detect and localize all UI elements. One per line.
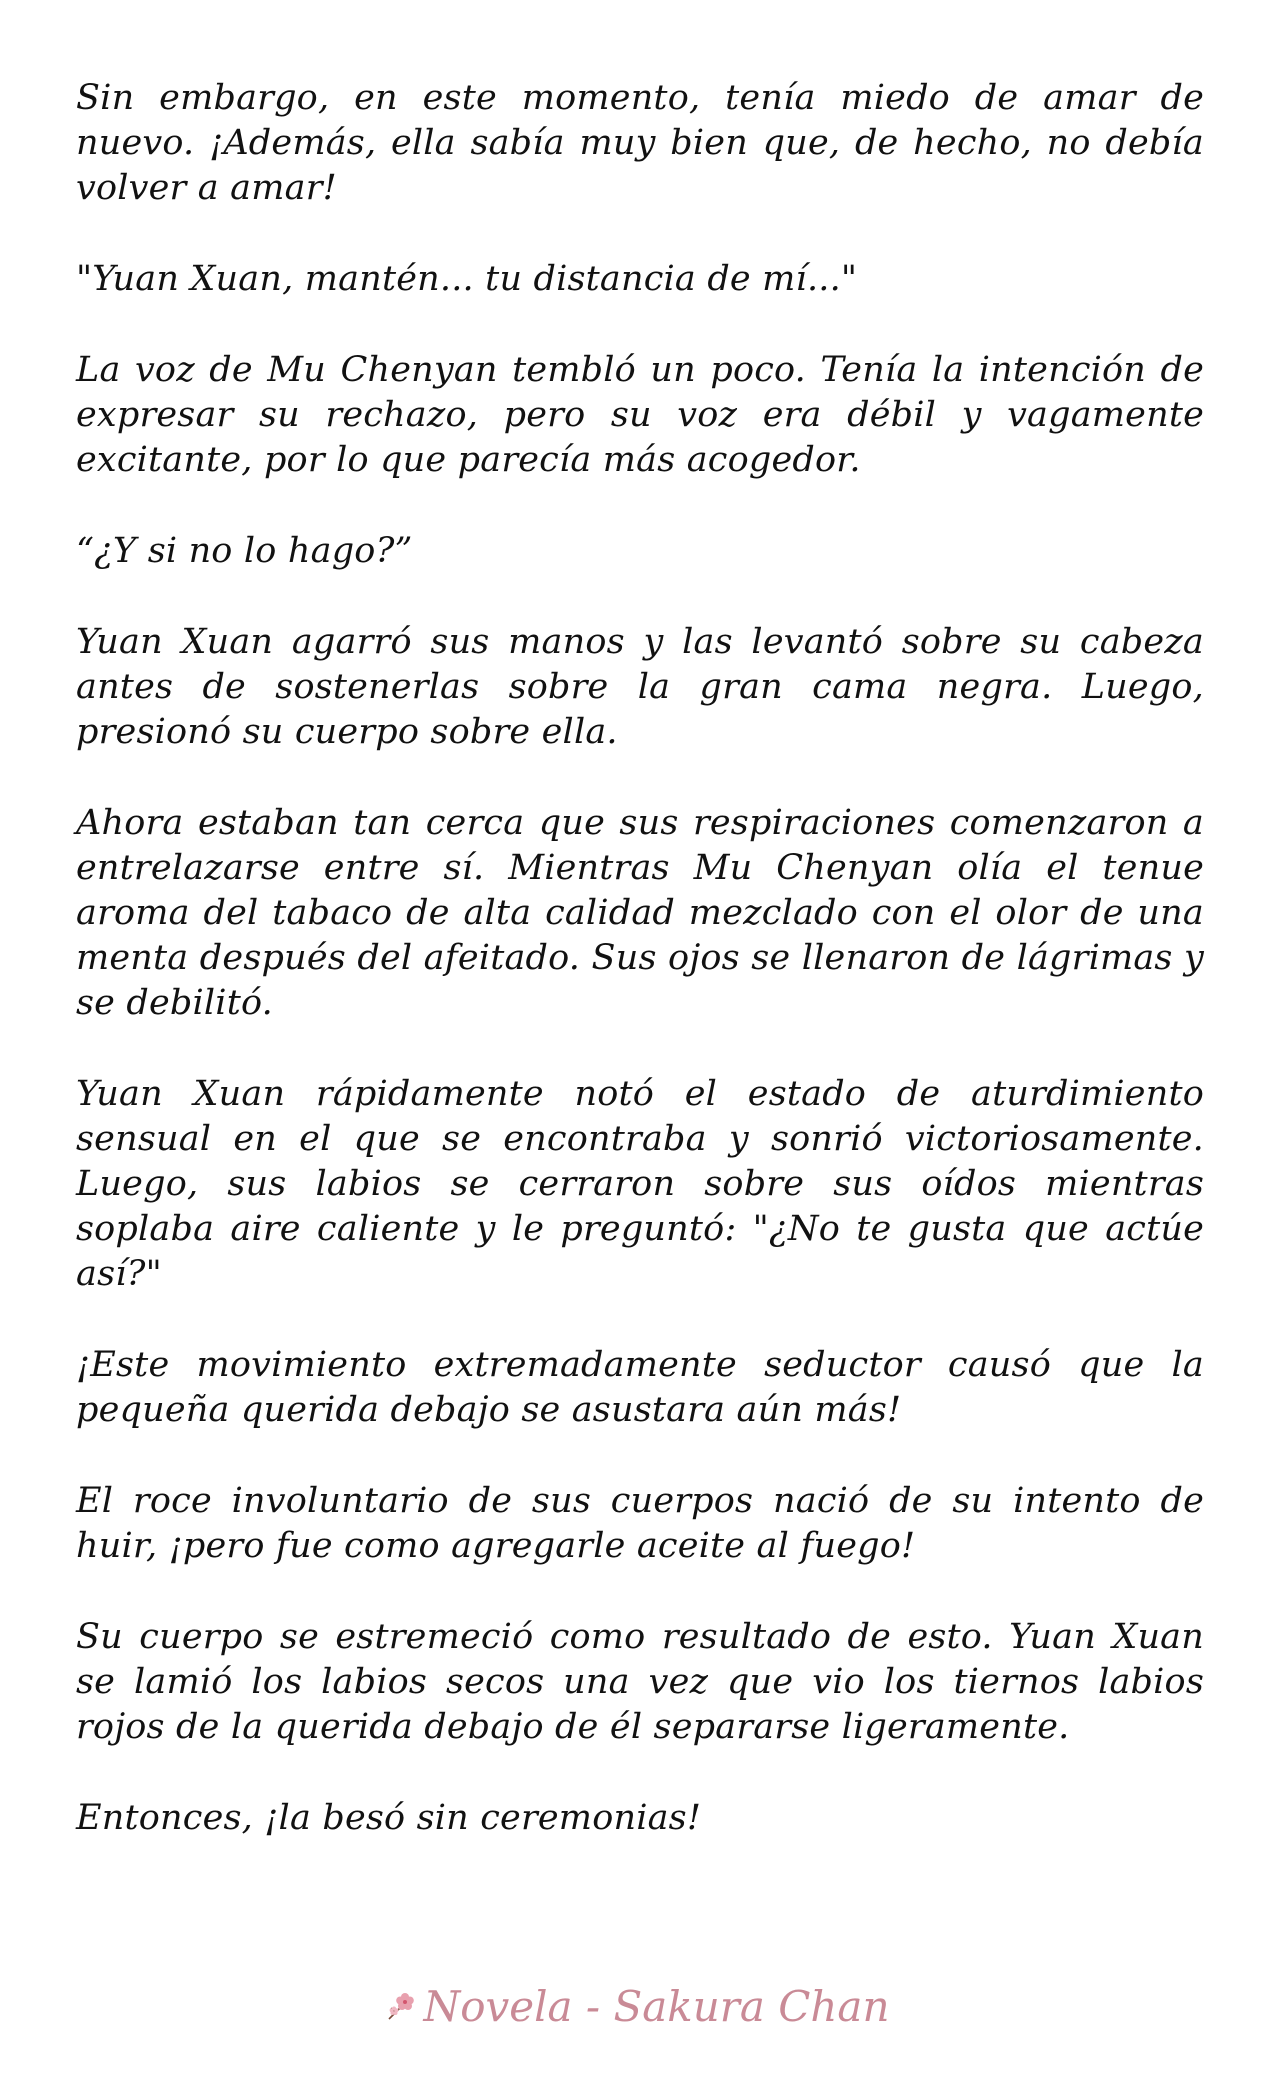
paragraph-7: Yuan Xuan rápidamente notó el estado de aturdimiento sensual en el que se encontraba y sonrió victoriosamente. Luego, sus labios se cerraron sobre sus oídos mientras soplaba aire caliente y le preguntó: "¿No te gusta que actúe así?" [76, 1074, 1204, 1294]
paragraph-10: Su cuerpo se estremeció como resultado de esto. Yuan Xuan se lamió los labios secos una vez que vio los tiernos labios rojos de la querida debajo de él separarse ligeramente. [76, 1617, 1204, 1747]
document-body [76, 76, 1204, 1887]
paragraph-8: ¡Este movimiento extremadamente seductor causó que la pequeña querida debajo se asustara aún más! [76, 1345, 1204, 1430]
paragraph-4: “¿Y si no lo hago?” [76, 531, 413, 571]
paragraph-1: Sin embargo, en este momento, tenía miedo de amar de nuevo. ¡Además, ella sabía muy bien que, de hecho, no debía volver a amar! [76, 78, 1204, 208]
paragraph-11: Entonces, ¡la besó sin ceremonias! [76, 1798, 702, 1838]
paragraph-6: Ahora estaban tan cerca que sus respiraciones comenzaron a entrelazarse entre sí. Mientras Mu Chenyan olía el tenue aroma del tabaco de alta calidad mezclado con el olor de una menta después del afeitado. Sus ojos se llenaron de lágrimas y se debilitó. [76, 803, 1204, 1023]
footer-watermark [0, 1982, 1275, 2032]
paragraph-5: Yuan Xuan agarró sus manos y las levantó sobre su cabeza antes de sostenerlas sobre la gran cama negra. Luego, presionó su cuerpo sobre ella. [76, 622, 1204, 752]
paragraph-2: "Yuan Xuan, mantén... tu distancia de mí..." [76, 259, 858, 299]
paragraph-9: El roce involuntario de sus cuerpos nació de su intento de huir, ¡pero fue como agregarle aceite al fuego! [76, 1481, 1204, 1566]
footer-text: Novela - Sakura Chan [423, 1982, 890, 2031]
sakura-blossom-icon [385, 1984, 417, 2016]
paragraph-3: La voz de Mu Chenyan tembló un poco. Tenía la intención de expresar su rechazo, pero su voz era débil y vagamente excitante, por lo que parecía más acogedor. [76, 350, 1204, 480]
